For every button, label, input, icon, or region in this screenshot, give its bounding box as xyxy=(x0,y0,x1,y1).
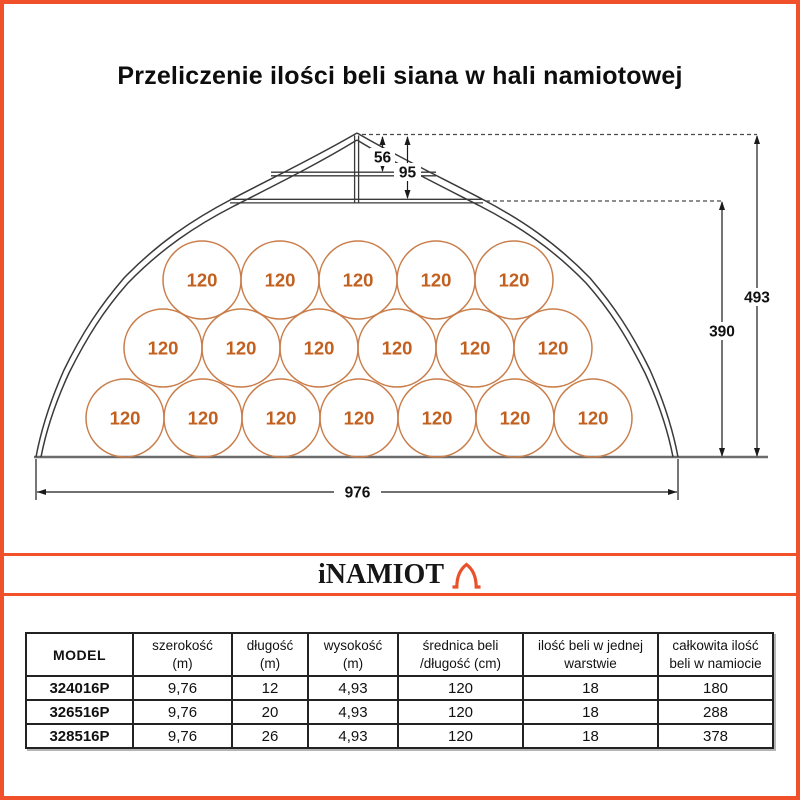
spec-table xyxy=(25,632,774,749)
table-row xyxy=(26,676,773,700)
hay-bale-label: 120 xyxy=(577,407,609,429)
dimension-width xyxy=(36,459,678,502)
dimension-apex-label: 56 xyxy=(373,149,392,167)
hay-bale-label: 120 xyxy=(343,407,375,429)
hay-bale-label: 120 xyxy=(498,269,530,291)
table-cell: 9,76 xyxy=(133,676,232,700)
hay-bale-label: 120 xyxy=(225,337,257,359)
table-cell: 9,76 xyxy=(133,700,232,724)
table-row xyxy=(26,700,773,724)
hay-bale-label: 120 xyxy=(499,407,531,429)
hay-bale-label: 120 xyxy=(264,269,296,291)
hay-bale-label: 120 xyxy=(342,269,374,291)
dimension-ridge xyxy=(394,136,421,199)
table-cell: 120 xyxy=(398,700,523,724)
hay-bale-label: 120 xyxy=(109,407,141,429)
logo xyxy=(4,556,796,593)
table-cell: 12 xyxy=(232,676,308,700)
table-cell: 4,93 xyxy=(308,724,398,748)
hay-bale-label: 120 xyxy=(459,337,491,359)
dimension-width-label: 976 xyxy=(344,484,371,502)
dimension-side-height-label: 390 xyxy=(709,323,735,341)
table-row xyxy=(26,724,773,748)
table-cell: 18 xyxy=(523,676,658,700)
hay-bale-label: 120 xyxy=(381,337,413,359)
table-header-cell: szerokość (m) xyxy=(133,633,232,676)
table-cell: 26 xyxy=(232,724,308,748)
model-cell: 324016P xyxy=(26,676,133,700)
table-header-cell: całkowita ilość beli w namiocie xyxy=(658,633,773,676)
table-cell: 20 xyxy=(232,700,308,724)
hay-bale-label: 120 xyxy=(421,407,453,429)
table-header-cell: wysokość (m) xyxy=(308,633,398,676)
table-cell: 378 xyxy=(658,724,773,748)
hay-bale-label: 120 xyxy=(303,337,335,359)
table-cell: 120 xyxy=(398,724,523,748)
model-cell: 326516P xyxy=(26,700,133,724)
tent-logo-icon xyxy=(451,561,482,589)
table-cell: 18 xyxy=(523,724,658,748)
hay-bale-label: 120 xyxy=(147,337,179,359)
dimension-side-height xyxy=(703,201,741,457)
hay-bale-label: 120 xyxy=(420,269,452,291)
logo-text: iNAMIOT xyxy=(318,558,444,590)
table-cell: 180 xyxy=(658,676,773,700)
hay-bale-label: 120 xyxy=(187,407,219,429)
table-cell: 288 xyxy=(658,700,773,724)
tent-frame xyxy=(230,136,483,203)
table-cell: 4,93 xyxy=(308,676,398,700)
hay-bale-label: 120 xyxy=(265,407,297,429)
hay-bale-label: 120 xyxy=(186,269,218,291)
model-cell: 328516P xyxy=(26,724,133,748)
table-header-cell: ilość beli w jednej warstwie xyxy=(523,633,658,676)
table-cell: 4,93 xyxy=(308,700,398,724)
page-title: Przeliczenie ilości beli siana w hali namiotowej xyxy=(117,62,683,90)
hay-bale-label: 120 xyxy=(537,337,569,359)
table-cell: 9,76 xyxy=(133,724,232,748)
bales-group xyxy=(86,241,632,457)
dimension-total-height-label: 493 xyxy=(744,289,770,307)
dimension-total-height xyxy=(738,135,776,457)
table-header-cell: średnica beli /długość (cm) xyxy=(398,633,523,676)
table-cell: 18 xyxy=(523,700,658,724)
table-header-row xyxy=(26,633,773,676)
spec-table-body xyxy=(26,676,773,748)
table-header-cell: MODEL xyxy=(26,633,133,676)
table-header-cell: długość (m) xyxy=(232,633,308,676)
dimension-apex xyxy=(370,136,395,172)
logo-rule-bottom xyxy=(4,593,796,596)
dimension-ridge-label: 95 xyxy=(398,164,417,182)
table-cell: 120 xyxy=(398,676,523,700)
